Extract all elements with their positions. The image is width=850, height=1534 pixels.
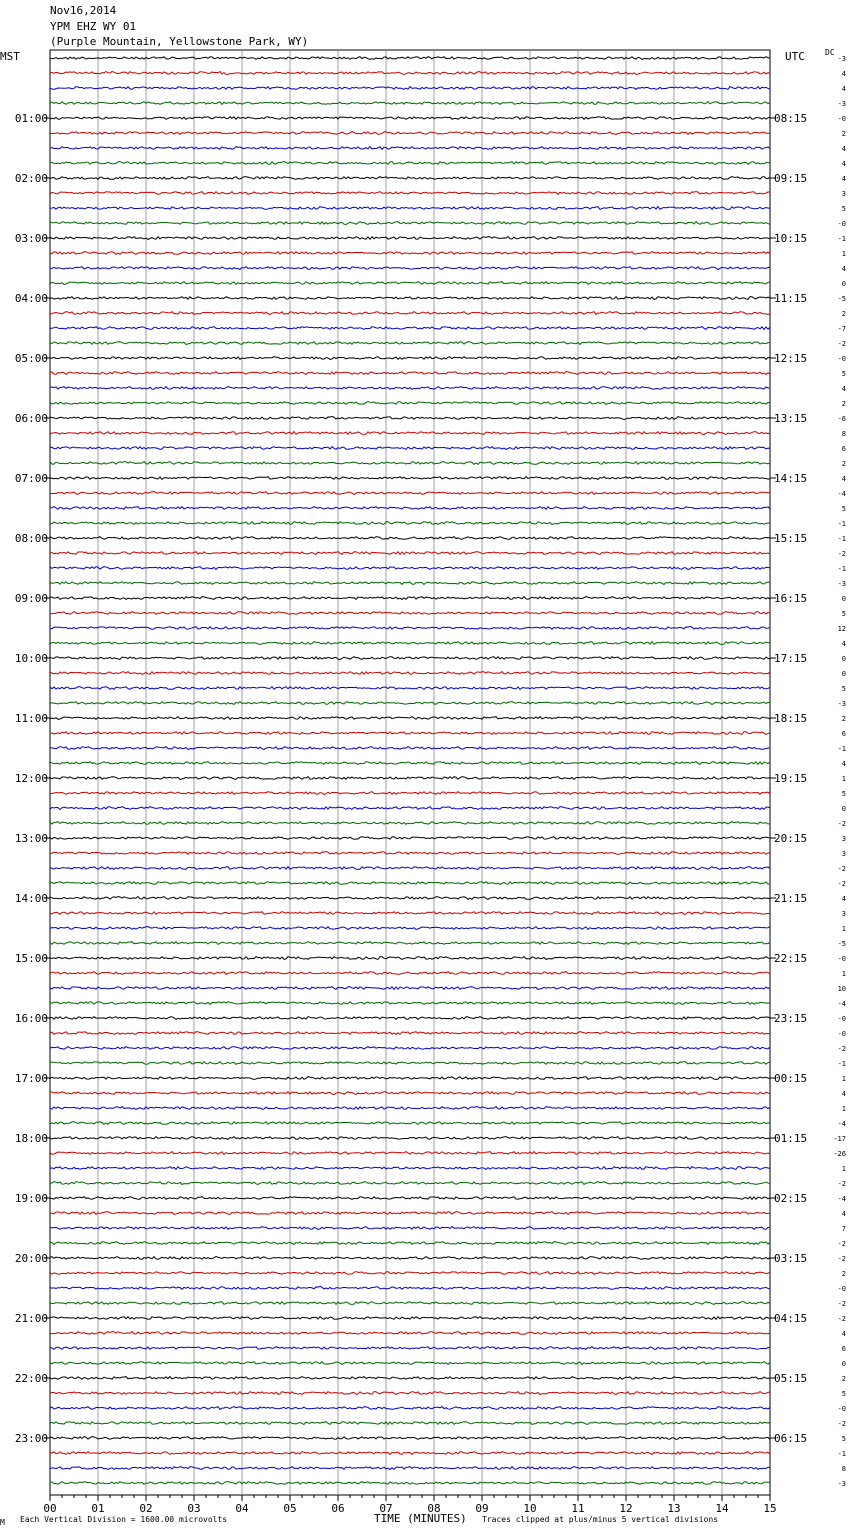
hour-label-left: 10:00 — [14, 652, 48, 665]
footer-mark: M — [0, 1518, 5, 1527]
dc-offset-value: 1 — [841, 250, 846, 258]
hour-label-right: 00:15 — [774, 1072, 808, 1085]
hour-label-left: 04:00 — [14, 292, 48, 305]
x-axis-title: TIME (MINUTES) — [374, 1512, 467, 1525]
hour-label-left: 18:00 — [14, 1132, 48, 1145]
dc-offset-value: -1 — [837, 565, 846, 573]
dc-offset-value: -3 — [837, 700, 846, 708]
trace-row — [50, 1242, 770, 1245]
dc-offset-value: -2 — [837, 1180, 846, 1188]
hour-label-right: 05:15 — [774, 1372, 808, 1385]
dc-offset-value: 4 — [841, 1330, 846, 1338]
trace-row — [50, 57, 770, 60]
trace-row — [50, 927, 770, 930]
dc-offset-value: -17 — [833, 1135, 846, 1143]
trace-row — [50, 972, 770, 975]
hour-label-left: 23:00 — [14, 1432, 48, 1445]
dc-offset-value: -0 — [837, 1285, 846, 1293]
trace-row — [50, 1032, 770, 1035]
dc-offset-value: -3 — [837, 1480, 846, 1488]
dc-offset-value: -3 — [837, 55, 846, 63]
trace-row — [50, 942, 770, 945]
x-tick-label: 05 — [283, 1502, 297, 1515]
trace-row — [50, 1452, 770, 1455]
dc-offset-value: -2 — [837, 1045, 846, 1053]
dc-offset-value: 10 — [837, 985, 846, 993]
trace-row — [50, 1347, 770, 1350]
trace-row — [50, 792, 770, 795]
trace-row — [50, 807, 770, 810]
dc-offset-value: 3 — [841, 850, 846, 858]
dc-offset-value: 4 — [841, 385, 846, 393]
trace-row — [50, 717, 770, 720]
trace-row — [50, 357, 770, 360]
x-tick-label: 15 — [763, 1502, 777, 1515]
station-code: YPM EHZ WY 01 — [50, 20, 137, 33]
dc-offset-value: 4 — [841, 760, 846, 768]
trace-row — [50, 1257, 770, 1260]
trace-row — [50, 1077, 770, 1080]
x-tick-label: 11 — [571, 1502, 585, 1515]
hour-label-right: 20:15 — [774, 832, 808, 845]
trace-row — [50, 1197, 770, 1200]
dc-offset-value: 4 — [841, 160, 846, 168]
trace-row — [50, 882, 770, 885]
utc-timezone-label: UTC — [785, 50, 805, 63]
hour-label-left: 02:00 — [14, 172, 48, 185]
dc-offset-value: -1 — [837, 535, 846, 543]
dc-offset-value: -0 — [837, 1405, 846, 1413]
trace-row — [50, 1017, 770, 1020]
dc-offset-value: 4 — [841, 895, 846, 903]
trace-row — [50, 672, 770, 675]
trace-row — [50, 537, 770, 540]
hour-label-right: 09:15 — [774, 172, 808, 185]
hour-label-left: 22:00 — [14, 1372, 48, 1385]
trace-row — [50, 1002, 770, 1005]
dc-offset-value: 1 — [841, 775, 846, 783]
dc-offset-value: 12 — [837, 625, 846, 633]
trace-row — [50, 462, 770, 465]
trace-row — [50, 777, 770, 780]
trace-row — [50, 1377, 770, 1380]
trace-row — [50, 1467, 770, 1470]
hour-label-left: 01:00 — [14, 112, 48, 125]
x-tick-label: 07 — [379, 1502, 393, 1515]
dc-offset-value: -4 — [837, 490, 846, 498]
dc-offset-value: 4 — [841, 175, 846, 183]
dc-offset-value: 0 — [841, 670, 846, 678]
trace-row — [50, 1287, 770, 1290]
x-tick-label: 02 — [139, 1502, 153, 1515]
dc-offset-value: 4 — [841, 1210, 846, 1218]
dc-offset-value: -4 — [837, 1120, 846, 1128]
trace-row — [50, 1272, 770, 1275]
hour-label-right: 14:15 — [774, 472, 808, 485]
dc-offset-value: 4 — [841, 85, 846, 93]
x-tick-label: 00 — [43, 1502, 57, 1515]
dc-offset-value: -2 — [837, 865, 846, 873]
dc-offset-value: 2 — [841, 1270, 846, 1278]
dc-offset-value: 6 — [841, 730, 846, 738]
trace-row — [50, 762, 770, 765]
helicorder-date: Nov16,2014 — [50, 4, 117, 17]
hour-label-left: 13:00 — [14, 832, 48, 845]
dc-offset-value: 5 — [841, 610, 846, 618]
dc-offset-value: 0 — [841, 280, 846, 288]
dc-offset-value: -2 — [837, 880, 846, 888]
dc-offset-value: -6 — [837, 415, 846, 423]
dc-offset-value: -2 — [837, 1420, 846, 1428]
dc-offset-value: -2 — [837, 820, 846, 828]
hour-label-right: 15:15 — [774, 532, 808, 545]
hour-label-left: 16:00 — [14, 1012, 48, 1025]
hour-label-right: 06:15 — [774, 1432, 808, 1445]
trace-row — [50, 282, 770, 285]
dc-offset-header: DC — [825, 48, 835, 57]
dc-offset-value: 5 — [841, 370, 846, 378]
dc-offset-value: 2 — [841, 1375, 846, 1383]
hour-label-left: 21:00 — [14, 1312, 48, 1325]
hour-label-right: 16:15 — [774, 592, 808, 605]
dc-offset-value: 8 — [841, 430, 846, 438]
trace-row — [50, 417, 770, 420]
x-tick-label: 04 — [235, 1502, 249, 1515]
dc-offset-value: 1 — [841, 1105, 846, 1113]
trace-row — [50, 1167, 770, 1170]
hour-label-left: 15:00 — [14, 952, 48, 965]
trace-row — [50, 132, 770, 135]
dc-offset-value: 2 — [841, 310, 846, 318]
dc-offset-value: 5 — [841, 685, 846, 693]
hour-label-left: 05:00 — [14, 352, 48, 365]
dc-offset-value: 3 — [841, 910, 846, 918]
trace-row — [50, 957, 770, 960]
trace-row — [50, 1122, 770, 1125]
dc-offset-value: -3 — [837, 100, 846, 108]
clip-note: Traces clipped at plus/minus 5 vertical divisions — [482, 1515, 719, 1524]
dc-offset-value: 2 — [841, 130, 846, 138]
dc-offset-value: 4 — [841, 475, 846, 483]
trace-row — [50, 897, 770, 900]
hour-label-right: 21:15 — [774, 892, 808, 905]
trace-row — [50, 732, 770, 735]
trace-row — [50, 1332, 770, 1335]
dc-offset-value: 1 — [841, 1075, 846, 1083]
trace-row — [50, 597, 770, 600]
x-tick-label: 14 — [715, 1502, 729, 1515]
trace-row — [50, 582, 770, 585]
dc-offset-value: 5 — [841, 1435, 846, 1443]
dc-offset-value: 3 — [841, 190, 846, 198]
trace-row — [50, 207, 770, 210]
trace-row — [50, 987, 770, 990]
hour-label-right: 12:15 — [774, 352, 808, 365]
trace-row — [50, 87, 770, 90]
hour-label-right: 13:15 — [774, 412, 808, 425]
dc-offset-value: -2 — [837, 1300, 846, 1308]
trace-row — [50, 1227, 770, 1230]
hour-label-left: 14:00 — [14, 892, 48, 905]
dc-offset-value: 6 — [841, 445, 846, 453]
trace-row — [50, 492, 770, 495]
trace-row — [50, 102, 770, 105]
dc-offset-value: -1 — [837, 520, 846, 528]
dc-offset-value: -2 — [837, 340, 846, 348]
hour-label-right: 19:15 — [774, 772, 808, 785]
trace-row — [50, 177, 770, 180]
hour-label-right: 11:15 — [774, 292, 808, 305]
dc-offset-value: 5 — [841, 205, 846, 213]
trace-row — [50, 1392, 770, 1395]
hour-label-right: 08:15 — [774, 112, 808, 125]
hour-label-left: 19:00 — [14, 1192, 48, 1205]
dc-offset-value: 1 — [841, 970, 846, 978]
trace-row — [50, 1107, 770, 1110]
trace-row — [50, 1482, 770, 1485]
hour-label-right: 04:15 — [774, 1312, 808, 1325]
hour-label-left: 12:00 — [14, 772, 48, 785]
trace-row — [50, 567, 770, 570]
x-tick-label: 10 — [523, 1502, 537, 1515]
dc-offset-value: -1 — [837, 1450, 846, 1458]
trace-row — [50, 387, 770, 390]
dc-offset-value: -4 — [837, 1195, 846, 1203]
hour-label-left: 11:00 — [14, 712, 48, 725]
x-tick-label: 08 — [427, 1502, 441, 1515]
trace-row — [50, 222, 770, 225]
dc-offset-value: 4 — [841, 640, 846, 648]
dc-offset-value: 0 — [841, 655, 846, 663]
trace-row — [50, 1302, 770, 1305]
dc-offset-value: -5 — [837, 940, 846, 948]
dc-offset-value: 4 — [841, 145, 846, 153]
dc-offset-value: -1 — [837, 745, 846, 753]
station-location: (Purple Mountain, Yellowstone Park, WY) — [50, 35, 309, 48]
trace-row — [50, 432, 770, 435]
trace-row — [50, 447, 770, 450]
dc-offset-value: -0 — [837, 1030, 846, 1038]
dc-offset-value: -5 — [837, 295, 846, 303]
trace-row — [50, 1422, 770, 1425]
hour-label-right: 17:15 — [774, 652, 808, 665]
hour-label-left: 06:00 — [14, 412, 48, 425]
dc-offset-value: 6 — [841, 1345, 846, 1353]
trace-row — [50, 822, 770, 825]
dc-offset-value: 1 — [841, 1165, 846, 1173]
dc-offset-value: -0 — [837, 115, 846, 123]
local-timezone-label: MST — [0, 50, 20, 63]
trace-row — [50, 1362, 770, 1365]
hour-label-left: 09:00 — [14, 592, 48, 605]
dc-offset-value: 5 — [841, 505, 846, 513]
dc-offset-value: -7 — [837, 325, 846, 333]
dc-offset-value: -4 — [837, 1000, 846, 1008]
dc-offset-value: 2 — [841, 460, 846, 468]
trace-row — [50, 552, 770, 555]
dc-offset-value: -0 — [837, 220, 846, 228]
trace-row — [50, 372, 770, 375]
trace-row — [50, 642, 770, 645]
trace-row — [50, 852, 770, 855]
trace-row — [50, 747, 770, 750]
trace-row — [50, 237, 770, 240]
trace-row — [50, 312, 770, 315]
trace-row — [50, 627, 770, 630]
trace-row — [50, 687, 770, 690]
trace-row — [50, 72, 770, 75]
trace-row — [50, 1437, 770, 1440]
trace-row — [50, 117, 770, 120]
dc-offset-value: -1 — [837, 235, 846, 243]
x-tick-label: 03 — [187, 1502, 201, 1515]
x-tick-label: 13 — [667, 1502, 681, 1515]
trace-row — [50, 162, 770, 165]
hour-label-right: 01:15 — [774, 1132, 808, 1145]
trace-row — [50, 912, 770, 915]
trace-row — [50, 147, 770, 150]
trace-row — [50, 837, 770, 840]
dc-offset-value: 2 — [841, 400, 846, 408]
trace-row — [50, 1137, 770, 1140]
dc-offset-value: 3 — [841, 835, 846, 843]
dc-offset-value: -26 — [833, 1150, 846, 1158]
hour-label-left: 17:00 — [14, 1072, 48, 1085]
trace-row — [50, 522, 770, 525]
trace-row — [50, 267, 770, 270]
dc-offset-value: 1 — [841, 925, 846, 933]
dc-offset-value: 0 — [841, 805, 846, 813]
hour-label-left: 08:00 — [14, 532, 48, 545]
hour-label-right: 03:15 — [774, 1252, 808, 1265]
scale-note: Each Vertical Division = 1600.00 microvolts — [20, 1515, 228, 1524]
dc-offset-value: 2 — [841, 715, 846, 723]
trace-row — [50, 507, 770, 510]
hour-label-right: 23:15 — [774, 1012, 808, 1025]
dc-offset-value: 4 — [841, 1090, 846, 1098]
dc-offset-value: 0 — [841, 595, 846, 603]
trace-row — [50, 612, 770, 615]
dc-offset-value: -0 — [837, 355, 846, 363]
trace-row — [50, 342, 770, 345]
trace-row — [50, 702, 770, 705]
trace-row — [50, 477, 770, 480]
trace-row — [50, 1152, 770, 1155]
hour-label-right: 10:15 — [774, 232, 808, 245]
trace-row — [50, 1317, 770, 1320]
trace-row — [50, 657, 770, 660]
dc-offset-value: -3 — [837, 580, 846, 588]
dc-offset-value: 4 — [841, 70, 846, 78]
trace-row — [50, 402, 770, 405]
dc-offset-value: -2 — [837, 1255, 846, 1263]
trace-row — [50, 252, 770, 255]
trace-row — [50, 1182, 770, 1185]
dc-offset-value: 5 — [841, 1390, 846, 1398]
dc-offset-value: -2 — [837, 1240, 846, 1248]
trace-row — [50, 1092, 770, 1095]
hour-label-right: 22:15 — [774, 952, 808, 965]
hour-label-left: 20:00 — [14, 1252, 48, 1265]
hour-label-right: 18:15 — [774, 712, 808, 725]
dc-offset-value: -0 — [837, 1015, 846, 1023]
dc-offset-value: -0 — [837, 955, 846, 963]
hour-label-right: 02:15 — [774, 1192, 808, 1205]
trace-row — [50, 1407, 770, 1410]
trace-row — [50, 1047, 770, 1050]
trace-row — [50, 867, 770, 870]
x-tick-label: 06 — [331, 1502, 345, 1515]
trace-row — [50, 327, 770, 330]
dc-offset-value: -2 — [837, 1315, 846, 1323]
trace-row — [50, 192, 770, 195]
hour-label-left: 07:00 — [14, 472, 48, 485]
x-tick-label: 12 — [619, 1502, 633, 1515]
plot-frame — [50, 50, 770, 1495]
dc-offset-value: 5 — [841, 790, 846, 798]
trace-row — [50, 1212, 770, 1215]
dc-offset-value: 4 — [841, 265, 846, 273]
trace-row — [50, 1062, 770, 1065]
dc-offset-value: 8 — [841, 1465, 846, 1473]
x-tick-label: 01 — [91, 1502, 105, 1515]
dc-offset-value: 7 — [841, 1225, 846, 1233]
trace-row — [50, 297, 770, 300]
dc-offset-value: -1 — [837, 1060, 846, 1068]
x-tick-label: 09 — [475, 1502, 489, 1515]
hour-label-left: 03:00 — [14, 232, 48, 245]
dc-offset-value: -2 — [837, 550, 846, 558]
dc-offset-value: 0 — [841, 1360, 846, 1368]
